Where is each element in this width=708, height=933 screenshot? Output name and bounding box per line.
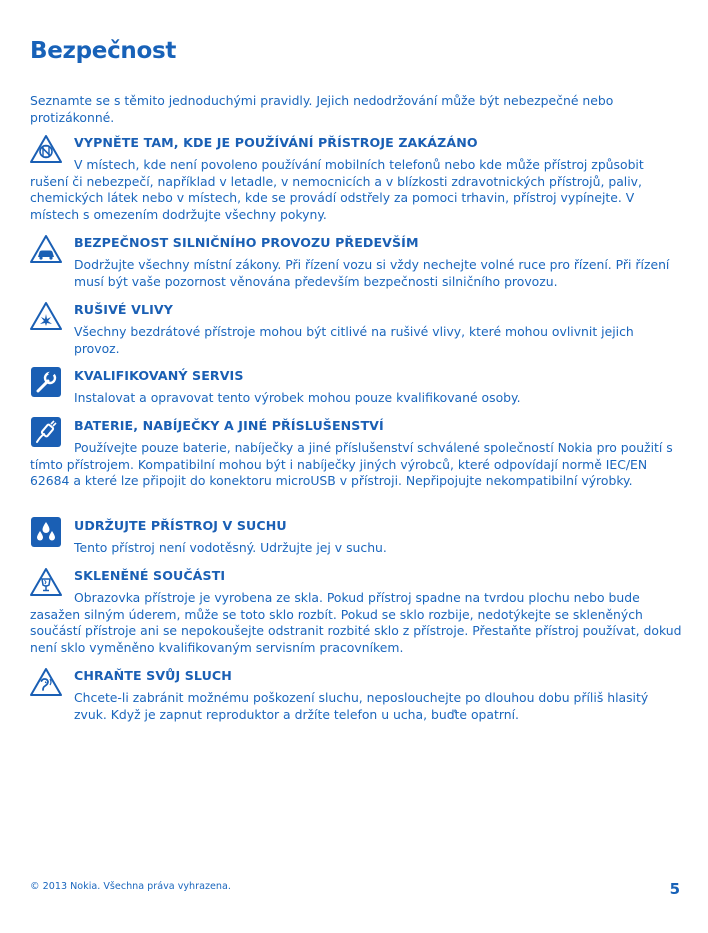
no-phone-icon bbox=[30, 134, 62, 164]
section-heading: BATERIE, NABÍJEČKY A JINÉ PŘÍSLUŠENSTVÍ bbox=[74, 418, 384, 433]
section-text: Instalovat a opravovat tento výrobek mohou pouze kvalifikované osoby. bbox=[74, 390, 521, 405]
section-road-safety bbox=[30, 234, 682, 290]
section-text: Tento přístroj není vodotěsný. Udržujte jej v suchu. bbox=[74, 540, 387, 555]
section-heading: RUŠIVÉ VLIVY bbox=[74, 302, 173, 317]
page-title: Bezpečnost bbox=[30, 38, 177, 64]
copyright-footer: © 2013 Nokia. Všechna práva vyhrazena. bbox=[30, 881, 231, 892]
section-text: Dodržujte všechny místní zákony. Při řízení vozu si vždy nechejte volné ruce pro řízení. Při řízení musí být vaše pozornost věnována především bezpečnosti silničního provozu. bbox=[74, 257, 670, 289]
section-keep-dry bbox=[30, 517, 682, 557]
section-hearing bbox=[30, 667, 682, 723]
section-text: Chcete-li zabránit možnému poškození sluchu, neposlouchejte po dlouhou dobu příliš hlasitý zvuk. Když je zapnut reproduktor a držíte telefon u ucha, buďte opatrní. bbox=[74, 690, 649, 722]
section-service bbox=[30, 367, 682, 407]
section-batteries bbox=[30, 417, 682, 490]
section-heading: SKLENĚNÉ SOUČÁSTI bbox=[74, 568, 226, 583]
section-interference bbox=[30, 301, 682, 357]
car-icon bbox=[30, 234, 62, 264]
wrench-icon bbox=[30, 367, 62, 397]
page-number: 5 bbox=[669, 880, 680, 898]
section-heading: KVALIFIKOVANÝ SERVIS bbox=[74, 368, 244, 383]
section-heading: CHRAŇTE SVŮJ SLUCH bbox=[74, 668, 232, 683]
water-drops-icon bbox=[30, 517, 62, 547]
section-text: V místech, kde není povoleno používání mobilních telefonů nebo kde může přístroj způsobit rušení či nebezpečí, například v letadle, v nemocnicích a v blízkosti zdravotnických přístrojů, paliv, chemických látek nebo v místech, kde se provádí odstřely za pomoci trhavin, přístroj vypínejte. V místech s omezením dodržujte všechny pokyny. bbox=[30, 157, 644, 222]
interference-icon bbox=[30, 301, 62, 331]
section-heading: BEZPEČNOST SILNIČNÍHO PROVOZU PŘEDEVŠÍM bbox=[74, 235, 419, 250]
ear-icon bbox=[30, 667, 62, 697]
section-text: Používejte pouze baterie, nabíječky a jiné příslušenství schválené společností Nokia pro použití s tímto přístrojem. Kompatibilní mohou být i nabíječky jiných výrobců, které odpovídají normě IEC/EN 62684 a které lze připojit do konektoru microUSB v přístroji. Nepřipojujte nekompatibilní výrobky. bbox=[30, 440, 673, 488]
charger-icon bbox=[30, 417, 62, 447]
section-glass bbox=[30, 567, 682, 656]
intro-text: Seznamte se s těmito jednoduchými pravidly. Jejich nedodržování může být nebezpečné nebo protizákonné. bbox=[30, 93, 614, 125]
section-heading: VYPNĚTE TAM, KDE JE POUŽÍVÁNÍ PŘÍSTROJE ZAKÁZÁNO bbox=[74, 135, 478, 150]
section-text: Obrazovka přístroje je vyrobena ze skla. Pokud přístroj spadne na tvrdou plochu nebo bude zasažen silným úderem, může se toto sklo rozbít. Pokud se sklo rozbije, nedotýkejte se skleněných součástí přístroje ani se nepokoušejte odstranit rozbité sklo z přístroje. Přestaňte přístroj používat, dokud není sklo vyměněno kvalifikovaným servisním pracovníkem. bbox=[30, 590, 682, 655]
section-heading: UDRŽUJTE PŘÍSTROJ V SUCHU bbox=[74, 518, 287, 533]
glass-icon bbox=[30, 567, 62, 597]
section-switch-off bbox=[30, 134, 682, 223]
section-text: Všechny bezdrátové přístroje mohou být citlivé na rušivé vlivy, které mohou ovlivnit jejich provoz. bbox=[74, 324, 634, 356]
